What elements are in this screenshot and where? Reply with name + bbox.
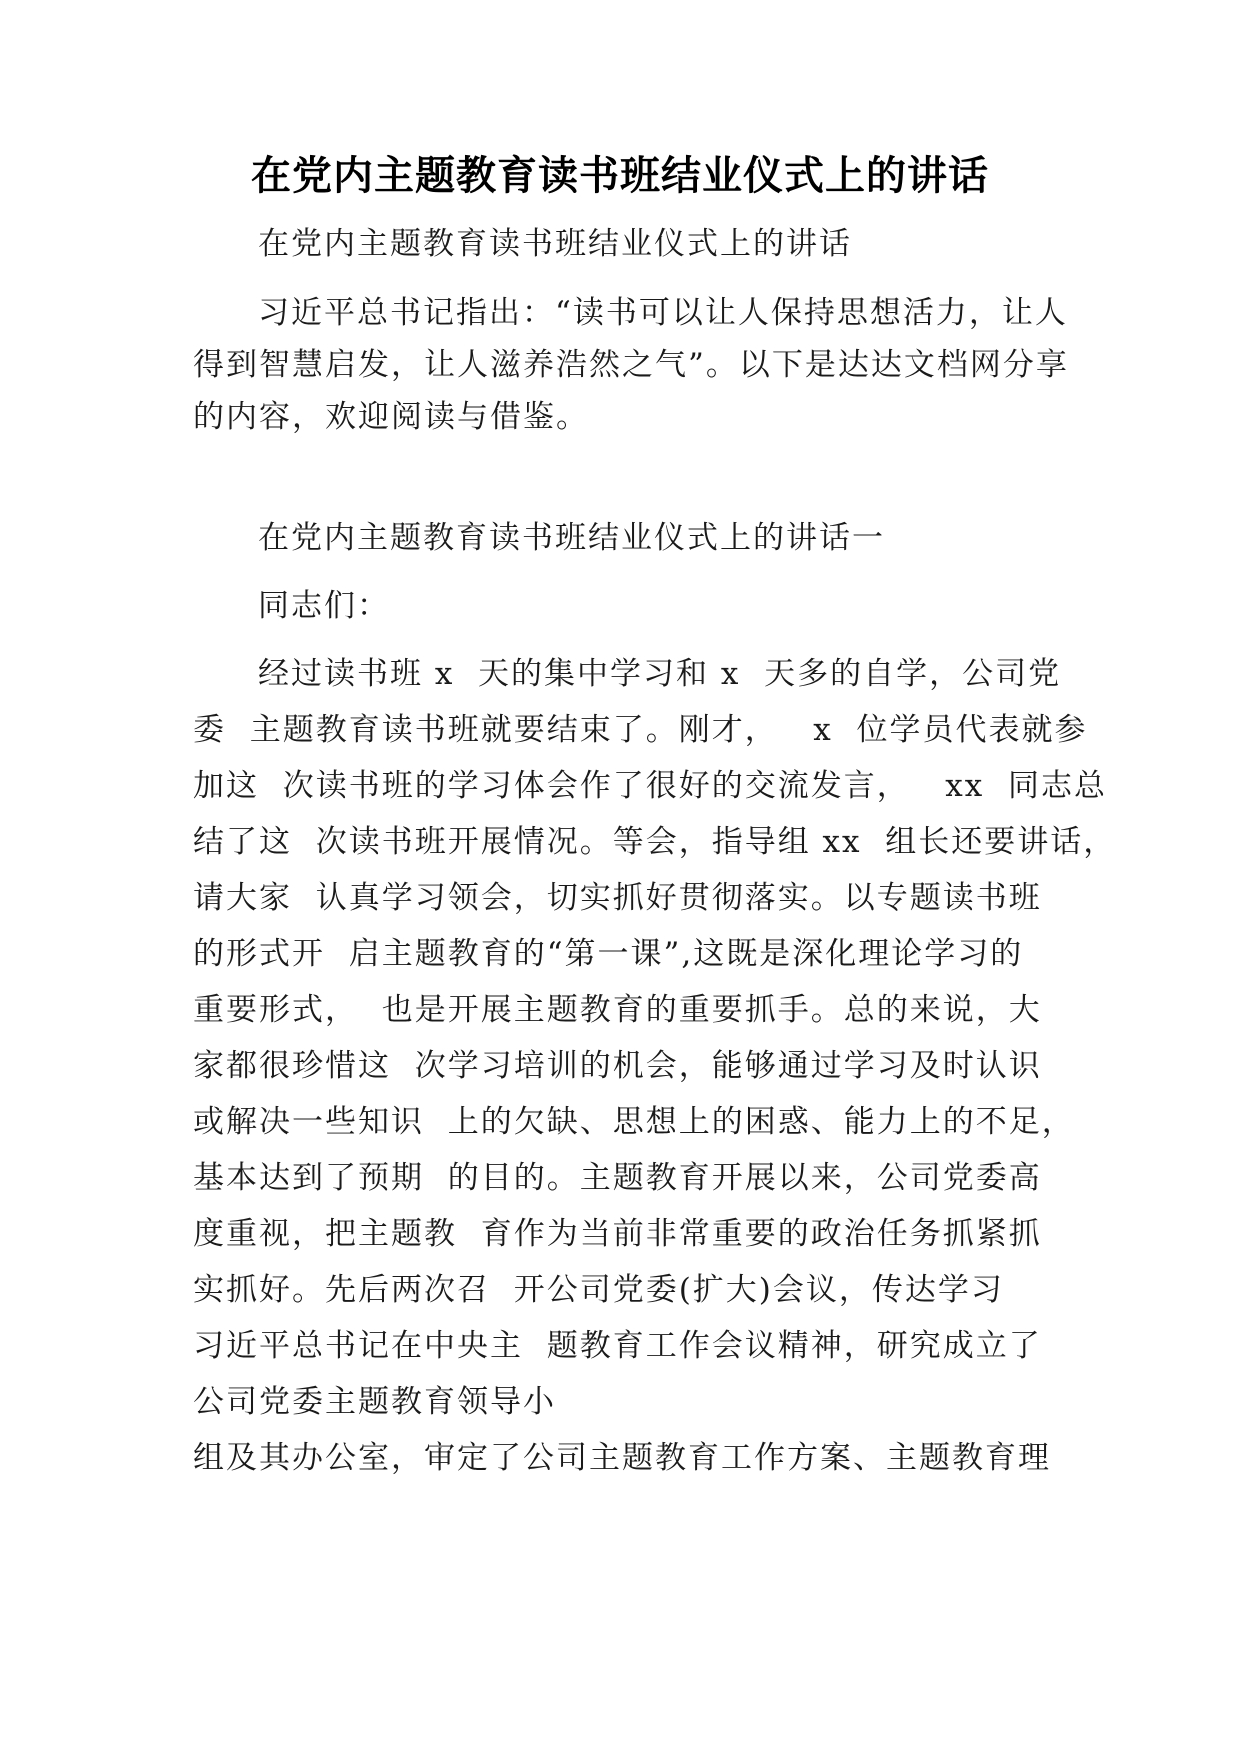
document-title: 在党内主题教育读书班结业仪式上的讲话 <box>251 153 989 199</box>
body-line: 组及其办公室，审定了公司主题教育工作方案、主题教育理 <box>193 1440 1051 1476</box>
body-line: 实抓好。先后两次召 开公司党委(扩大)会议，传达学习 <box>193 1272 1004 1308</box>
body-line: 重要形式， 也是开展主题教育的重要抓手。总的来说，大 <box>193 992 1042 1028</box>
body-line: 委 主题教育读书班就要结束了。刚才， x 位学员代表就参 <box>193 712 1088 748</box>
body-line: 基本达到了预期 的目的。主题教育开展以来，公司党委高 <box>193 1160 1042 1196</box>
salutation: 同志们： <box>258 588 390 624</box>
body-line: 加这 次读书班的学习体会作了很好的交流发言， xx 同志总 <box>193 768 1107 804</box>
intro-line: 得到智慧启发，让人滋养浩然之气”。以下是达达文档网分享 <box>193 347 1069 383</box>
body-line: 结了这 次读书班开展情况。等会，指导组 xx 组长还要讲话， <box>193 824 1117 860</box>
body-line: 家都很珍惜这 次学习培训的机会，能够通过学习及时认识 <box>193 1048 1042 1084</box>
body-line: 经过读书班 x 天的集中学习和 x 天多的自学，公司党 <box>258 656 1062 692</box>
body-line: 公司党委主题教育领导小 <box>193 1384 556 1420</box>
intro-line: 的内容，欢迎阅读与借鉴。 <box>193 399 589 435</box>
body-line: 或解决一些知识 上的欠缺、思想上的困惑、能力上的不足， <box>193 1104 1075 1140</box>
subtitle-line: 在党内主题教育读书班结业仪式上的讲话 <box>258 226 852 262</box>
body-line: 度重视，把主题教 育作为当前非常重要的政治任务抓紧抓 <box>193 1216 1042 1252</box>
body-line: 请大家 认真学习领会，切实抓好贯彻落实。以专题读书班 <box>193 880 1042 916</box>
body-line: 习近平总书记在中央主 题教育工作会议精神，研究成立了 <box>193 1328 1042 1364</box>
section-heading: 在党内主题教育读书班结业仪式上的讲话一 <box>258 520 885 556</box>
body-line: 的形式开 启主题教育的“第一课”,这既是深化理论学习的 <box>193 936 1024 972</box>
intro-line: 习近平总书记指出：“读书可以让人保持思想活力，让人 <box>258 295 1068 331</box>
